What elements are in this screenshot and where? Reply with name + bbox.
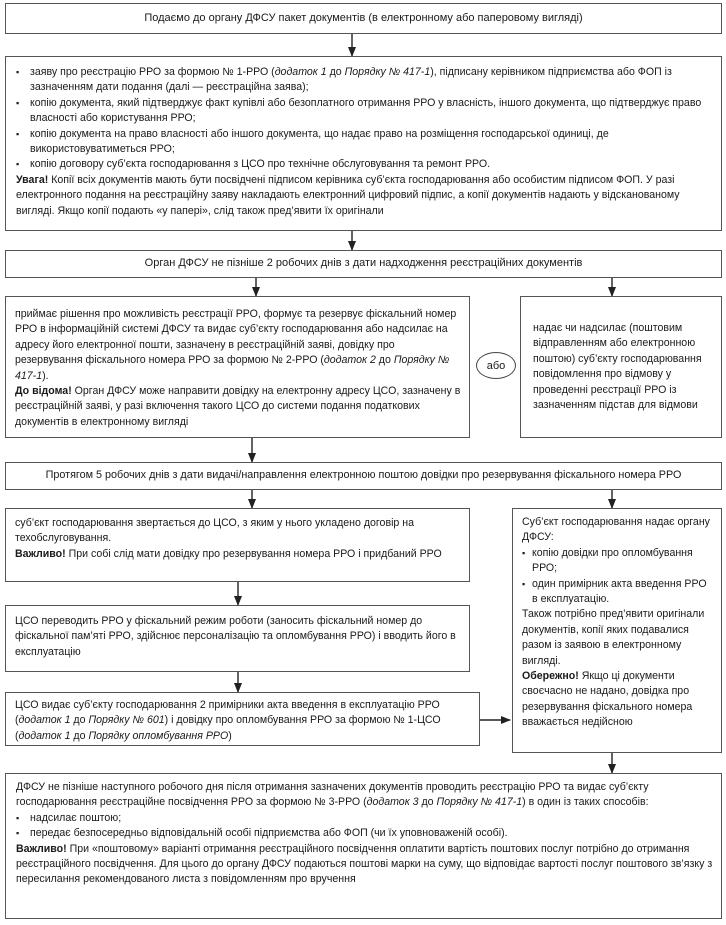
or-connector: або xyxy=(476,352,516,379)
documents-warning: Увага! Копії всіх документів мають бути посвідчені підписом керівника суб’єкта господарювання або особистим підписом ФОП. У разі електронного подання на реєстраційну заяву накладають електронний цифровий підпис, а копії документів надають у відсканованому вигляді. Якщо копії подають «у папері», слід також пред’явити їх оригінали xyxy=(16,173,680,217)
step-cso-fiscal-mode: ЦСО переводить РРО у фіскальний режим роботи (заносить фіскальний номер до фіскальної пам’яті РРО, здійснює персоналізацію та опломбування РРО) і вводить його в експлуатацію xyxy=(5,605,470,672)
documents-list-box xyxy=(5,56,722,231)
final-registration-important: Важливо! При «поштовому» варіанті отримання реєстраційного посвідчення оплатити вартість поштових послуг потрібно до отримання реєстраційного посвідчення. Для цього до органу ДФСУ подаються поштові марки на суму, що відповідає вартості послуг поштового зв’язку з пересилання рекомендованого листа з повідомленням про вручення xyxy=(16,842,713,886)
step-submit-documents: Подаємо до органу ДФСУ пакет документів (в електронному або паперовому вигляді) xyxy=(5,3,722,34)
delivery-option-in-person: ▪ передає безпосередньо відповідальній особі підприємства або ФОП (чи їх уповноваженій особі). xyxy=(16,826,713,841)
doc-item-purchase-proof: ▪ копію документа, який підтверджує факт купівлі або безоплатного отримання РРО у власність, іншого документа, що підтверджує право власності або користування РРО; xyxy=(16,96,713,127)
step-dfsu-2-days: Орган ДФСУ не пізніше 2 робочих днів з дати надходження реєстраційних документів xyxy=(5,250,722,278)
decision-register-box xyxy=(5,296,470,438)
step-5-days: Протягом 5 робочих днів з дати видачі/направлення електронною поштою довідки про резервування фіскального номера РРО xyxy=(5,462,722,490)
delivery-option-post: ▪ надсилає поштою; xyxy=(16,811,713,826)
decision-register-note: До відома! Орган ДФСУ може направити довідку на електронну адресу ЦСО, зазначену в реєстраційній заяві, у разі включення такого ЦСО до системи подання податкових документів в електронному вигляді xyxy=(15,385,461,428)
submit-item-act-copy: ▪ один примірник акта введення РРО в експлуатацію. xyxy=(522,577,715,608)
decision-register-text: приймає рішення про можливість реєстрації РРО, формує та резервує фіскальний номер РРО в інформаційній системі ДФСУ та видає суб’єкту господарювання або надсилає на адресу його електронної пошти, зазначену в реєстраційній заяві, довідку про резервування фіскального номера РРО за формою № 2-РРО (додаток 2 до Порядку № 417-1). xyxy=(15,308,457,382)
contact-cso-important: Важливо! При собі слід мати довідку про резервування номера РРО і придбаний РРО xyxy=(15,547,442,560)
step-cso-issues-act xyxy=(5,692,480,746)
submit-warning: Обережно! Якщо ці документи своєчасно не надано, довідка про резервування фіскального номера вважається недійсною xyxy=(522,670,693,729)
cso-issues-act-text: ЦСО видає суб’єкту господарювання 2 примірники акта введення в експлуатацію РРО (додаток 1 до Порядку № 601) і довідку про опломбування РРО за формою № 1-ЦСО (додаток 1 до Порядку опломбування РРО) xyxy=(15,699,441,742)
submit-item-seal-certificate: ▪ копію довідки про опломбування РРО; xyxy=(522,546,715,577)
doc-item-registration-form: ▪ заяву про реєстрацію РРО за формою № 1-РРО (додаток 1 до Порядку № 417-1), підписану керівником підприємства або ФОП із зазначенням дати подання (далі — реєстраційна заява); xyxy=(16,65,713,96)
doc-item-service-contract: ▪ копію договору суб’єкта господарювання з ЦСО про технічне обслуговування та ремонт РРО. xyxy=(16,157,713,172)
step-submit-to-dfsu: Суб’єкт господарювання надає органу ДФСУ: ▪ копію довідки про опломбування РРО; ▪ один примірник акта введення РРО в експлуатацію. Також потрібно пред’явити оригінали документів, копії яких подавалися разом із заявою в електронному вигляді. Обережно! Якщо ці документи своєчасно не надано, довідка про резервування фіскального номера вважається недійсною xyxy=(512,508,722,753)
step-contact-cso: суб’єкт господарювання звертається до ЦСО, з яким у нього укладено договір на техобслуговування. Важливо! При собі слід мати довідку про резервування номера РРО і придбаний РРО xyxy=(5,508,470,582)
doc-item-premises-right: ▪ копію документа на право власності або іншого документа, що надає право на розміщення господарської одиниці, де використовуватиметься РРО; xyxy=(16,127,713,158)
final-registration-text: ДФСУ не пізніше наступного робочого дня після отримання зазначених документів проводить реєстрацію РРО та видає суб’єкту господарювання реєстраційне посвідчення РРО за формою № 3-РРО (додаток 3 до Порядку № 417-1) в один із таких способів: xyxy=(16,781,649,809)
step-final-registration xyxy=(5,773,722,919)
decision-refuse-box: надає чи надсилає (поштовим відправленням або електронною поштою) суб’єкту господарювання повідомлення про відмову у проведенні реєстрації РРО із зазначенням підстав для відмови xyxy=(520,296,722,438)
